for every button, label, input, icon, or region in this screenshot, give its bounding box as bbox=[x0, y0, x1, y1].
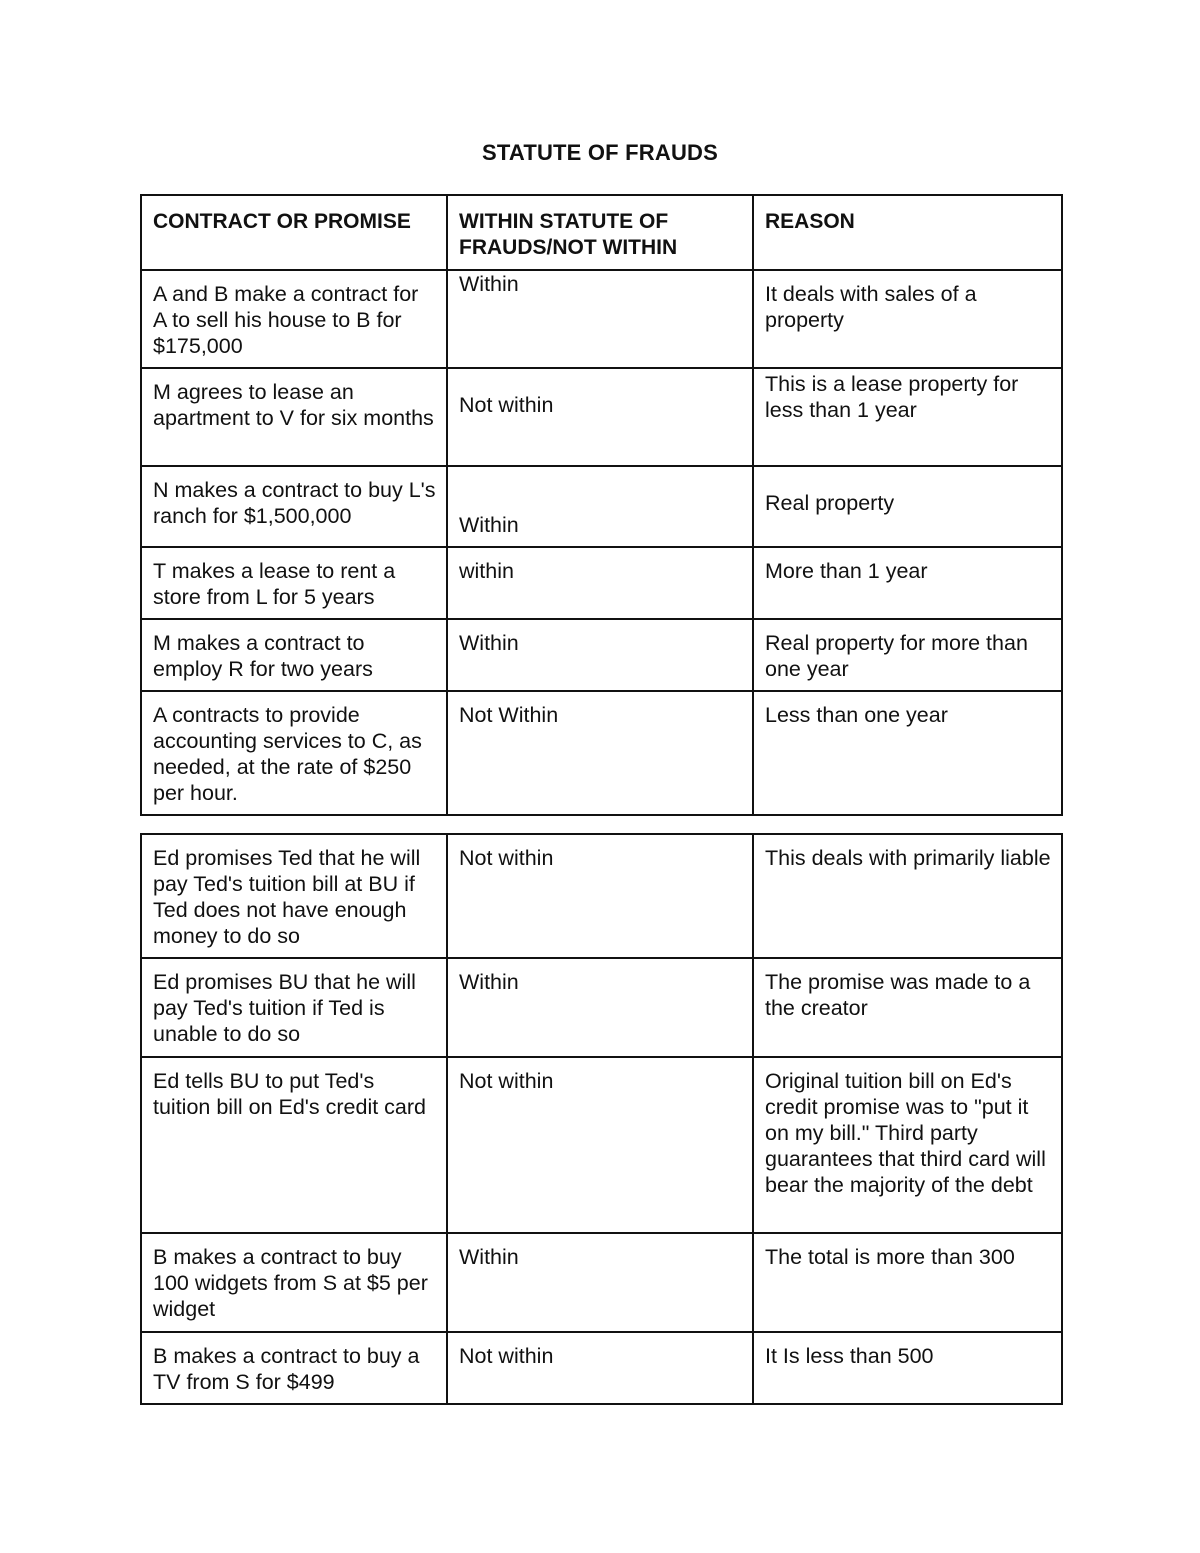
table-row bbox=[141, 1233, 1062, 1332]
contract-cell: A contracts to provide accounting services to C, as needed, at the rate of $250 per hour. bbox=[141, 691, 447, 815]
header-status: WITHIN STATUTE OF FRAUDS/NOT WITHIN bbox=[447, 195, 753, 270]
status-cell: Within bbox=[447, 958, 753, 1057]
reason-cell: This is a lease property for less than 1 year bbox=[753, 368, 1062, 466]
status-cell: Not Within bbox=[447, 691, 753, 815]
table-row bbox=[141, 547, 1062, 619]
table-row bbox=[141, 466, 1062, 547]
reason-cell: It deals with sales of a property bbox=[753, 270, 1062, 368]
status-cell: Not within bbox=[447, 368, 753, 466]
contract-cell: Ed promises Ted that he will pay Ted's tuition bill at BU if Ted does not have enough money to do so bbox=[141, 834, 447, 958]
reason-cell: Original tuition bill on Ed's credit promise was to "put it on my bill." Third party guarantees that third card will bear the majority of the debt bbox=[753, 1057, 1062, 1233]
contract-cell: A and B make a contract for A to sell his house to B for $175,000 bbox=[141, 270, 447, 368]
contract-cell: Ed promises BU that he will pay Ted's tuition if Ted is unable to do so bbox=[141, 958, 447, 1057]
statute-table-main bbox=[140, 194, 1063, 816]
header-reason: REASON bbox=[753, 195, 1062, 270]
table-row bbox=[141, 368, 1062, 466]
table-header-row bbox=[141, 195, 1062, 270]
contract-cell: B makes a contract to buy 100 widgets from S at $5 per widget bbox=[141, 1233, 447, 1332]
status-cell: Not within bbox=[447, 834, 753, 958]
status-cell: Not within bbox=[447, 1057, 753, 1233]
contract-cell: N makes a contract to buy L's ranch for $1,500,000 bbox=[141, 466, 447, 547]
status-cell: within bbox=[447, 547, 753, 619]
header-contract: CONTRACT OR PROMISE bbox=[141, 195, 447, 270]
reason-cell: The promise was made to a the creator bbox=[753, 958, 1062, 1057]
reason-cell: The total is more than 300 bbox=[753, 1233, 1062, 1332]
reason-cell: Real property for more than one year bbox=[753, 619, 1062, 691]
reason-cell: This deals with primarily liable bbox=[753, 834, 1062, 958]
table-row bbox=[141, 958, 1062, 1057]
table-row bbox=[141, 619, 1062, 691]
contract-cell: M agrees to lease an apartment to V for six months bbox=[141, 368, 447, 466]
statute-table-secondary bbox=[140, 833, 1063, 1405]
contract-cell: Ed tells BU to put Ted's tuition bill on Ed's credit card bbox=[141, 1057, 447, 1233]
status-cell: Not within bbox=[447, 1332, 753, 1404]
table-row bbox=[141, 834, 1062, 958]
status-cell: Within bbox=[447, 466, 753, 547]
status-cell: Within bbox=[447, 619, 753, 691]
contract-cell: T makes a lease to rent a store from L for 5 years bbox=[141, 547, 447, 619]
reason-cell: It Is less than 500 bbox=[753, 1332, 1062, 1404]
table-row bbox=[141, 1057, 1062, 1233]
reason-cell: Less than one year bbox=[753, 691, 1062, 815]
status-cell: Within bbox=[447, 1233, 753, 1332]
contract-cell: B makes a contract to buy a TV from S for $499 bbox=[141, 1332, 447, 1404]
page-title: STATUTE OF FRAUDS bbox=[481, 140, 718, 165]
table-row bbox=[141, 270, 1062, 368]
status-cell: Within bbox=[447, 270, 753, 368]
reason-cell: Real property bbox=[753, 466, 1062, 547]
table-row bbox=[141, 1332, 1062, 1404]
reason-cell: More than 1 year bbox=[753, 547, 1062, 619]
contract-cell: M makes a contract to employ R for two years bbox=[141, 619, 447, 691]
table-row bbox=[141, 691, 1062, 815]
